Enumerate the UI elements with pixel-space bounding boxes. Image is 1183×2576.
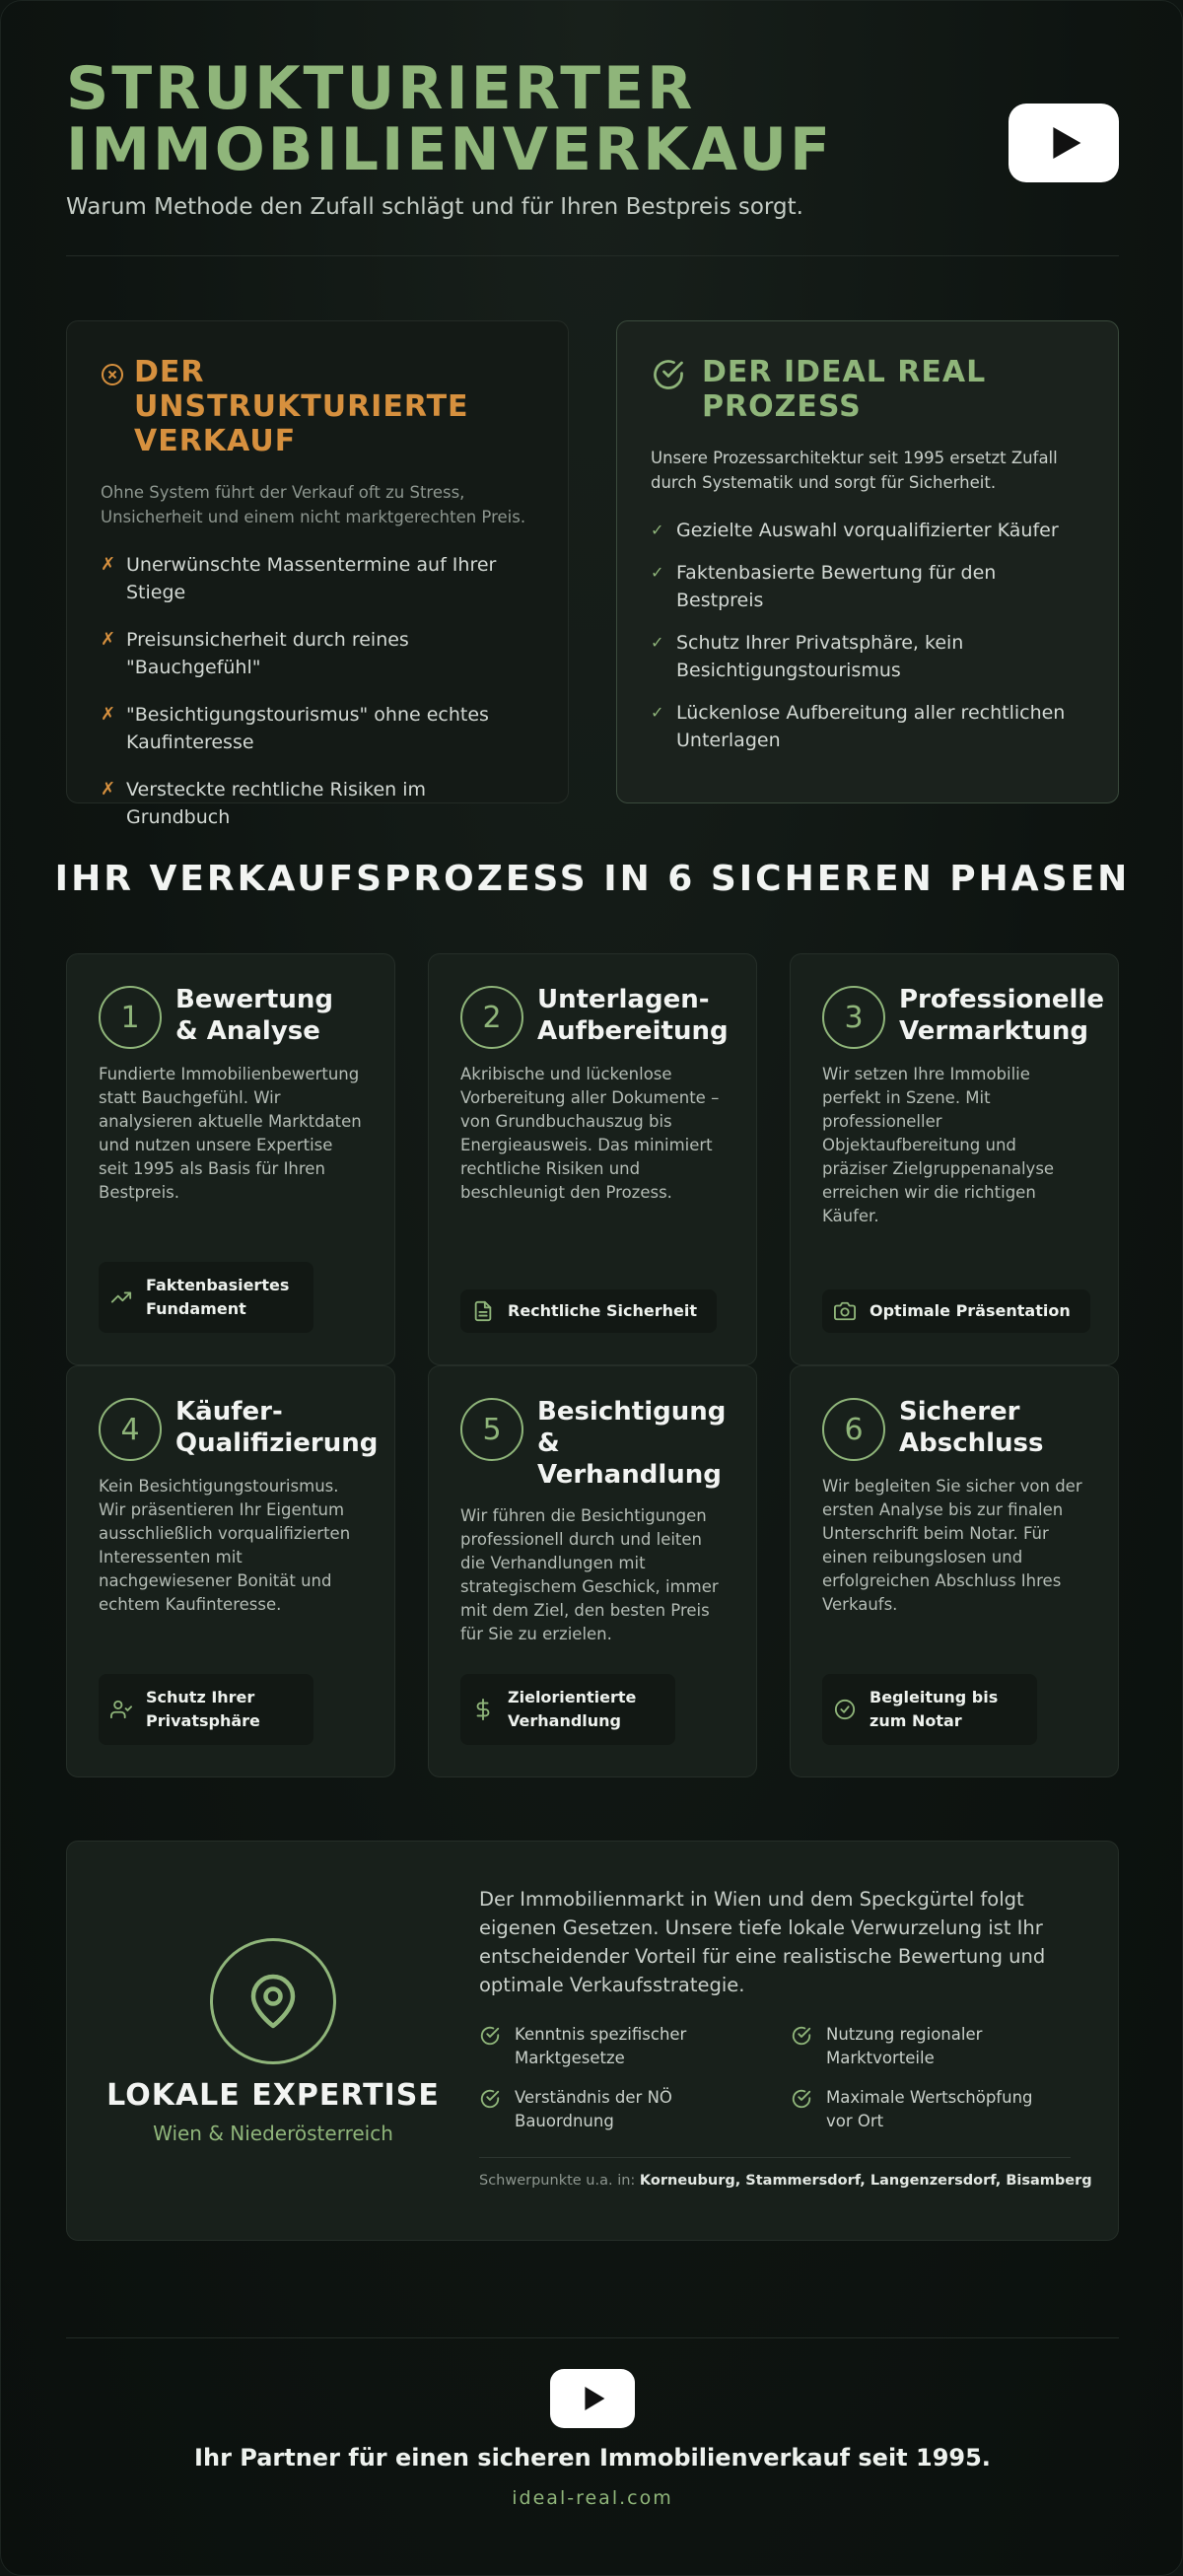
- phase-text: Wir begleiten Sie sicher von der ersten Analyse bis zur finalen Unterschrift beim Notar. Für einen reibungslosen und erfolgreichen Abschluss Ihres Verkaufs.: [822, 1477, 1082, 1614]
- phase-text: Wir führen die Besichtigungen professionell durch und leiten die Verhandlungen mit strategischem Geschick, immer mit dem Ziel, den besten Preis für Sie zu erzielen.: [460, 1506, 719, 1643]
- phase-card-1: [66, 953, 395, 1365]
- check-circle-icon: [651, 357, 702, 396]
- phase-title: Käufer-Qualifizierung: [175, 1397, 379, 1458]
- cross-icon: ✗: [101, 779, 116, 800]
- phase-title: Bewertung & Analyse: [175, 985, 333, 1046]
- focus-areas: [479, 2173, 1092, 2189]
- list-item-text: Preisunsicherheit durch reines "Bauchgefühl": [126, 629, 409, 678]
- phase-number: 6: [822, 1398, 885, 1461]
- feature-item: [791, 2023, 1057, 2070]
- check-icon: ✓: [651, 563, 664, 582]
- trending-up-icon: [110, 1287, 132, 1308]
- phase-tag: [822, 1289, 1090, 1333]
- play-icon: [1053, 127, 1080, 159]
- phase-tag-label: Optimale Präsentation: [870, 1301, 1071, 1320]
- list-item: [651, 629, 1084, 684]
- phase-title: Professionelle Vermarktung: [899, 985, 1105, 1046]
- list-item: [651, 559, 1084, 614]
- feature-text: Kenntnis spezifischer Marktgesetze: [515, 2025, 687, 2067]
- unstructured-title: DER UNSTRUKTURIERTE VERKAUF: [134, 355, 469, 458]
- phase-tag: [99, 1674, 313, 1745]
- process-list: [651, 517, 1084, 754]
- map-pin-icon: [210, 1938, 336, 2064]
- list-item-text: Faktenbasierte Bewertung für den Bestpreis: [676, 562, 997, 611]
- phase-tag: [460, 1674, 675, 1745]
- check-circle-icon: [479, 2025, 501, 2047]
- process-intro: Unsere Prozessarchitektur seit 1995 ersetzt Zufall durch Systematik und sorgt für Sicherheit.: [651, 449, 1058, 492]
- page-title: STRUKTURIERTER IMMOBILIENVERKAUF: [66, 54, 833, 184]
- feature-item: [479, 2023, 745, 2070]
- list-item-text: Gezielte Auswahl vorqualifizierter Käufer: [676, 520, 1059, 541]
- dollar-icon: [472, 1699, 494, 1720]
- brand-logo: [1009, 104, 1119, 182]
- local-title: LOKALE EXPERTISE: [106, 2078, 440, 2113]
- phase-number: 2: [460, 986, 523, 1049]
- feature-text: Verständnis der NÖ Bauordnung: [515, 2088, 672, 2130]
- brand-logo: [550, 2369, 635, 2428]
- user-check-icon: [110, 1699, 132, 1720]
- x-circle-icon: [101, 363, 134, 390]
- focus-label: Schwerpunkte u.a. in:: [479, 2173, 636, 2189]
- phase-card-3: [790, 953, 1119, 1365]
- check-icon: ✓: [651, 521, 664, 539]
- focus-places: Korneuburg, Stammersdorf, Langenzersdorf, Bisamberg: [639, 2173, 1092, 2189]
- website-link[interactable]: ideal-real.com: [512, 2487, 673, 2509]
- check-icon: ✓: [651, 703, 664, 722]
- feature-text: Nutzung regionaler Marktvorteile: [826, 2025, 983, 2067]
- local-divider: [479, 2157, 1071, 2158]
- cross-icon: ✗: [101, 629, 116, 650]
- header-divider: [66, 255, 1119, 256]
- check-icon: ✓: [651, 633, 664, 652]
- phase-tag: [460, 1289, 717, 1333]
- list-item-text: Lückenlose Aufbereitung aller rechtlichen Unterlagen: [676, 702, 1066, 751]
- phase-number: 5: [460, 1398, 523, 1461]
- list-item: [651, 517, 1084, 544]
- phase-tag-label: Rechtliche Sicherheit: [508, 1301, 697, 1320]
- local-subtitle: Wien & Niederösterreich: [153, 2122, 393, 2145]
- ideal-real-process-card: [616, 320, 1119, 803]
- phase-card-2: [428, 953, 757, 1365]
- phase-text: Wir setzen Ihre Immobilie perfekt in Szene. Mit professioneller Objektaufbereitung und präziser Zielgruppenanalyse erreichen wir die richtigen Käufer.: [822, 1065, 1055, 1225]
- check-circle-icon: [791, 2025, 812, 2047]
- list-item-text: Schutz Ihrer Privatsphäre, kein Besichtigungstourismus: [676, 632, 964, 681]
- cross-icon: ✗: [101, 554, 116, 575]
- feature-text: Maximale Wertschöpfung vor Ort: [826, 2088, 1033, 2130]
- list-item: [651, 699, 1084, 754]
- document-icon: [472, 1300, 494, 1322]
- phases-title: IHR VERKAUFSPROZESS IN 6 SICHEREN PHASEN: [54, 859, 1131, 899]
- list-item-text: Unerwünschte Massentermine auf Ihrer Stiege: [126, 554, 497, 603]
- phase-text: Fundierte Immobilienbewertung statt Bauchgefühl. Wir analysieren aktuelle Marktdaten und nutzen unsere Expertise seit 1995 als Basis für Ihren Bestpreis.: [99, 1065, 362, 1202]
- phase-number: 4: [99, 1398, 162, 1461]
- header: [66, 54, 1119, 220]
- page-subtitle: Warum Methode den Zufall schlägt und für Ihren Bestpreis sorgt.: [66, 194, 803, 220]
- local-text: Der Immobilienmarkt in Wien und dem Speckgürtel folgt eigenen Gesetzen. Unsere tiefe lokale Verwurzelung ist Ihr entscheidender Vorteil für eine realistische Bewertung und optimale Verkaufsstrategie.: [479, 1888, 1046, 1996]
- unstructured-intro: Ohne System führt der Verkauf oft zu Stress, Unsicherheit und einem nicht marktgerechten Preis.: [101, 483, 526, 526]
- phase-text: Akribische und lückenlose Vorbereitung aller Dokumente – von Grundbuchauszug bis Energieausweis. Das minimiert rechtliche Risiken und beschleunigt den Prozess.: [460, 1065, 720, 1202]
- phase-card-4: [66, 1365, 395, 1777]
- phase-tag-label: Schutz Ihrer Privatsphäre: [146, 1688, 260, 1730]
- phase-card-5: [428, 1365, 757, 1777]
- cross-icon: ✗: [101, 704, 116, 725]
- list-item: [101, 776, 534, 831]
- feature-item: [791, 2086, 1057, 2133]
- list-item: [101, 551, 534, 606]
- phase-text: Kein Besichtigungstourismus. Wir präsentieren Ihr Eigentum ausschließlich vorqualifizierten Interessenten mit nachgewiesener Bonität und echtem Kaufinteresse.: [99, 1477, 351, 1614]
- phase-title: Sicherer Abschluss: [899, 1397, 1044, 1458]
- unstructured-sale-card: [66, 320, 569, 828]
- phase-tag-label: Begleitung bis zum Notar: [870, 1688, 999, 1730]
- check-circle-icon: [791, 2088, 812, 2110]
- phase-number: 3: [822, 986, 885, 1049]
- check-circle-icon: [834, 1699, 856, 1720]
- local-expertise-section: [66, 1841, 1119, 2241]
- phase-card-6: [790, 1365, 1119, 1777]
- footer-tagline: Ihr Partner für einen sicheren Immobilienverkauf seit 1995.: [194, 2444, 991, 2472]
- unstructured-list: [101, 551, 534, 831]
- list-item-text: "Besichtigungstourismus" ohne echtes Kaufinteresse: [126, 704, 489, 753]
- list-item: [101, 701, 534, 756]
- process-title: DER IDEAL REAL PROZESS: [702, 355, 987, 424]
- phase-tag: [822, 1674, 1037, 1745]
- list-item-text: Versteckte rechtliche Risiken im Grundbuch: [126, 779, 427, 828]
- phase-number: 1: [99, 986, 162, 1049]
- play-icon: [585, 2387, 604, 2410]
- phase-title: Unterlagen-Aufbereitung: [537, 985, 729, 1046]
- phase-tag: [99, 1262, 313, 1333]
- check-circle-icon: [479, 2088, 501, 2110]
- feature-item: [479, 2086, 745, 2133]
- camera-icon: [834, 1300, 856, 1322]
- phase-tag-label: Zielorientierte Verhandlung: [508, 1688, 637, 1730]
- list-item: [101, 626, 534, 681]
- phase-tag-label: Faktenbasiertes Fundament: [146, 1276, 290, 1318]
- footer-divider: [66, 2337, 1119, 2338]
- phase-title: Besichtigung & Verhandlung: [537, 1397, 727, 1490]
